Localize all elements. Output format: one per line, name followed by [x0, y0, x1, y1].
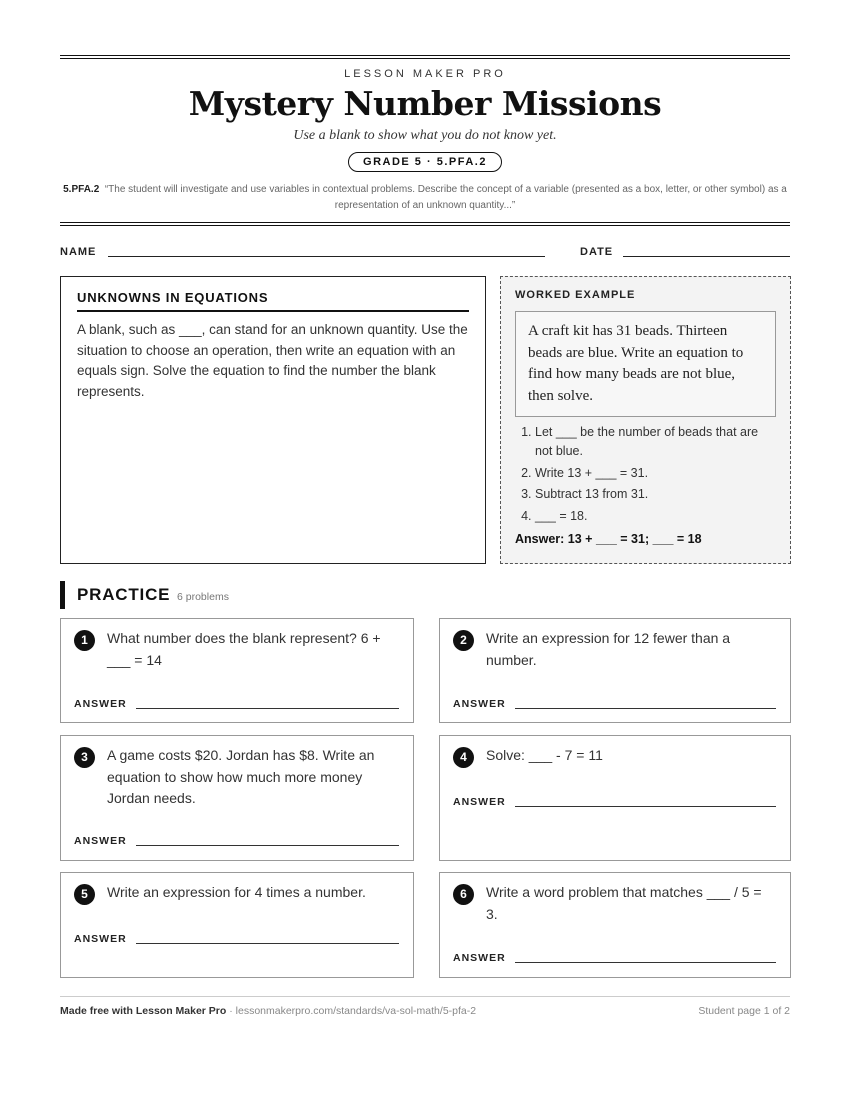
concept-body: A blank, such as ___, can stand for an unknown quantity. Use the situation to choose an operation, then write an equation with an equals sign. Solve the equation to find the number the blank represents. [77, 322, 468, 399]
worked-example-steps [515, 423, 776, 526]
answer-row [74, 835, 399, 849]
answer-label: ANSWER [74, 835, 127, 847]
practice-title: PRACTICE [77, 585, 171, 604]
footer-credit [60, 1005, 476, 1017]
practice-accent-bar [60, 581, 65, 609]
practice-count: 6 problems [177, 591, 229, 603]
answer-row [74, 698, 399, 712]
grade-badge: GRADE 5 · 5.PFA.2 [348, 152, 502, 172]
brand-name: LESSON MAKER PRO [344, 68, 506, 80]
page-subtitle: Use a blank to show what you do not know yet. [293, 128, 557, 143]
problem-number: 1 [74, 630, 95, 651]
problem-number: 4 [453, 747, 474, 768]
answer-field[interactable] [136, 845, 399, 846]
answer-row [453, 698, 776, 712]
footer-rule [60, 996, 790, 997]
problem-prompt: Write an expression for 4 times a number. [107, 884, 366, 900]
footer-url[interactable]: · lessonmakerpro.com/standards/va-sol-math/5-pfa-2 [229, 1005, 477, 1017]
answer-field[interactable] [136, 708, 399, 709]
answer-label: ANSWER [453, 952, 506, 964]
name-label: NAME [60, 246, 97, 258]
worked-example-heading: WORKED EXAMPLE [515, 289, 636, 301]
worked-example-answer: Answer: 13 + ___ = 31; ___ = 18 [515, 531, 702, 546]
problem-prompt: A game costs $20. Jordan has $8. Write an equation to show how much more money Jordan needs. [107, 747, 375, 806]
problem-number: 3 [74, 747, 95, 768]
step-item: 4. ___ = 18. [535, 507, 776, 526]
header-bottom-rule [60, 222, 790, 226]
answer-row [74, 933, 399, 947]
answer-label: ANSWER [453, 698, 506, 710]
step-item: 1. Let ___ be the number of beads that are not blue. [535, 423, 776, 461]
answer-row [453, 796, 776, 810]
problem-card-5 [60, 872, 414, 978]
answer-label: ANSWER [453, 796, 506, 808]
answer-label: ANSWER [74, 933, 127, 945]
problem-prompt: What number does the blank represent? 6 + ___ = 14 [107, 630, 381, 668]
problem-prompt: Write a word problem that matches ___ / 5 = 3. [486, 884, 762, 922]
problem-card-1 [60, 618, 414, 723]
worked-example-box [500, 276, 791, 564]
date-label: DATE [580, 246, 614, 258]
answer-row [453, 952, 776, 966]
problem-prompt: Write an expression for 12 fewer than a number. [486, 630, 731, 668]
concept-box [60, 276, 486, 564]
step-item: 2. Write 13 + ___ = 31. [535, 464, 776, 483]
grade-badge-wrap [0, 152, 850, 172]
problem-number: 5 [74, 884, 95, 905]
problem-card-6 [439, 872, 791, 978]
standard-text: “The student will investigate and use variables in contextual problems. Describe the concept of a variable (presented as a box, letter, or other symbol) as a representation of an unknown quantity...” [104, 184, 787, 211]
problem-number: 6 [453, 884, 474, 905]
problem-card-4 [439, 735, 791, 861]
name-field[interactable] [108, 256, 545, 257]
step-item: 3. Subtract 13 from 31. [535, 485, 776, 504]
header-top-rule [60, 55, 790, 59]
answer-field[interactable] [136, 943, 399, 944]
worked-example-problem: A craft kit has 31 beads. Thirteen beads are blue. Write an equation to find how many beads are not blue, then solve. [515, 311, 776, 417]
concept-heading: UNKNOWNS IN EQUATIONS [77, 290, 469, 312]
answer-label: ANSWER [74, 698, 127, 710]
date-field[interactable] [623, 256, 790, 257]
problem-card-2 [439, 618, 791, 723]
standard-description [60, 182, 790, 214]
footer-made-with: Made free with Lesson Maker Pro [60, 1005, 227, 1017]
problem-number: 2 [453, 630, 474, 651]
footer-page-number: Student page 1 of 2 [698, 1005, 790, 1017]
answer-field[interactable] [515, 962, 776, 963]
student-fields [60, 244, 790, 260]
answer-field[interactable] [515, 708, 776, 709]
problem-card-3 [60, 735, 414, 861]
standard-code: 5.PFA.2 [63, 184, 100, 195]
page-title: Mystery Number Missions [188, 84, 662, 123]
problem-prompt: Solve: ___ - 7 = 11 [486, 747, 603, 763]
answer-field[interactable] [515, 806, 776, 807]
